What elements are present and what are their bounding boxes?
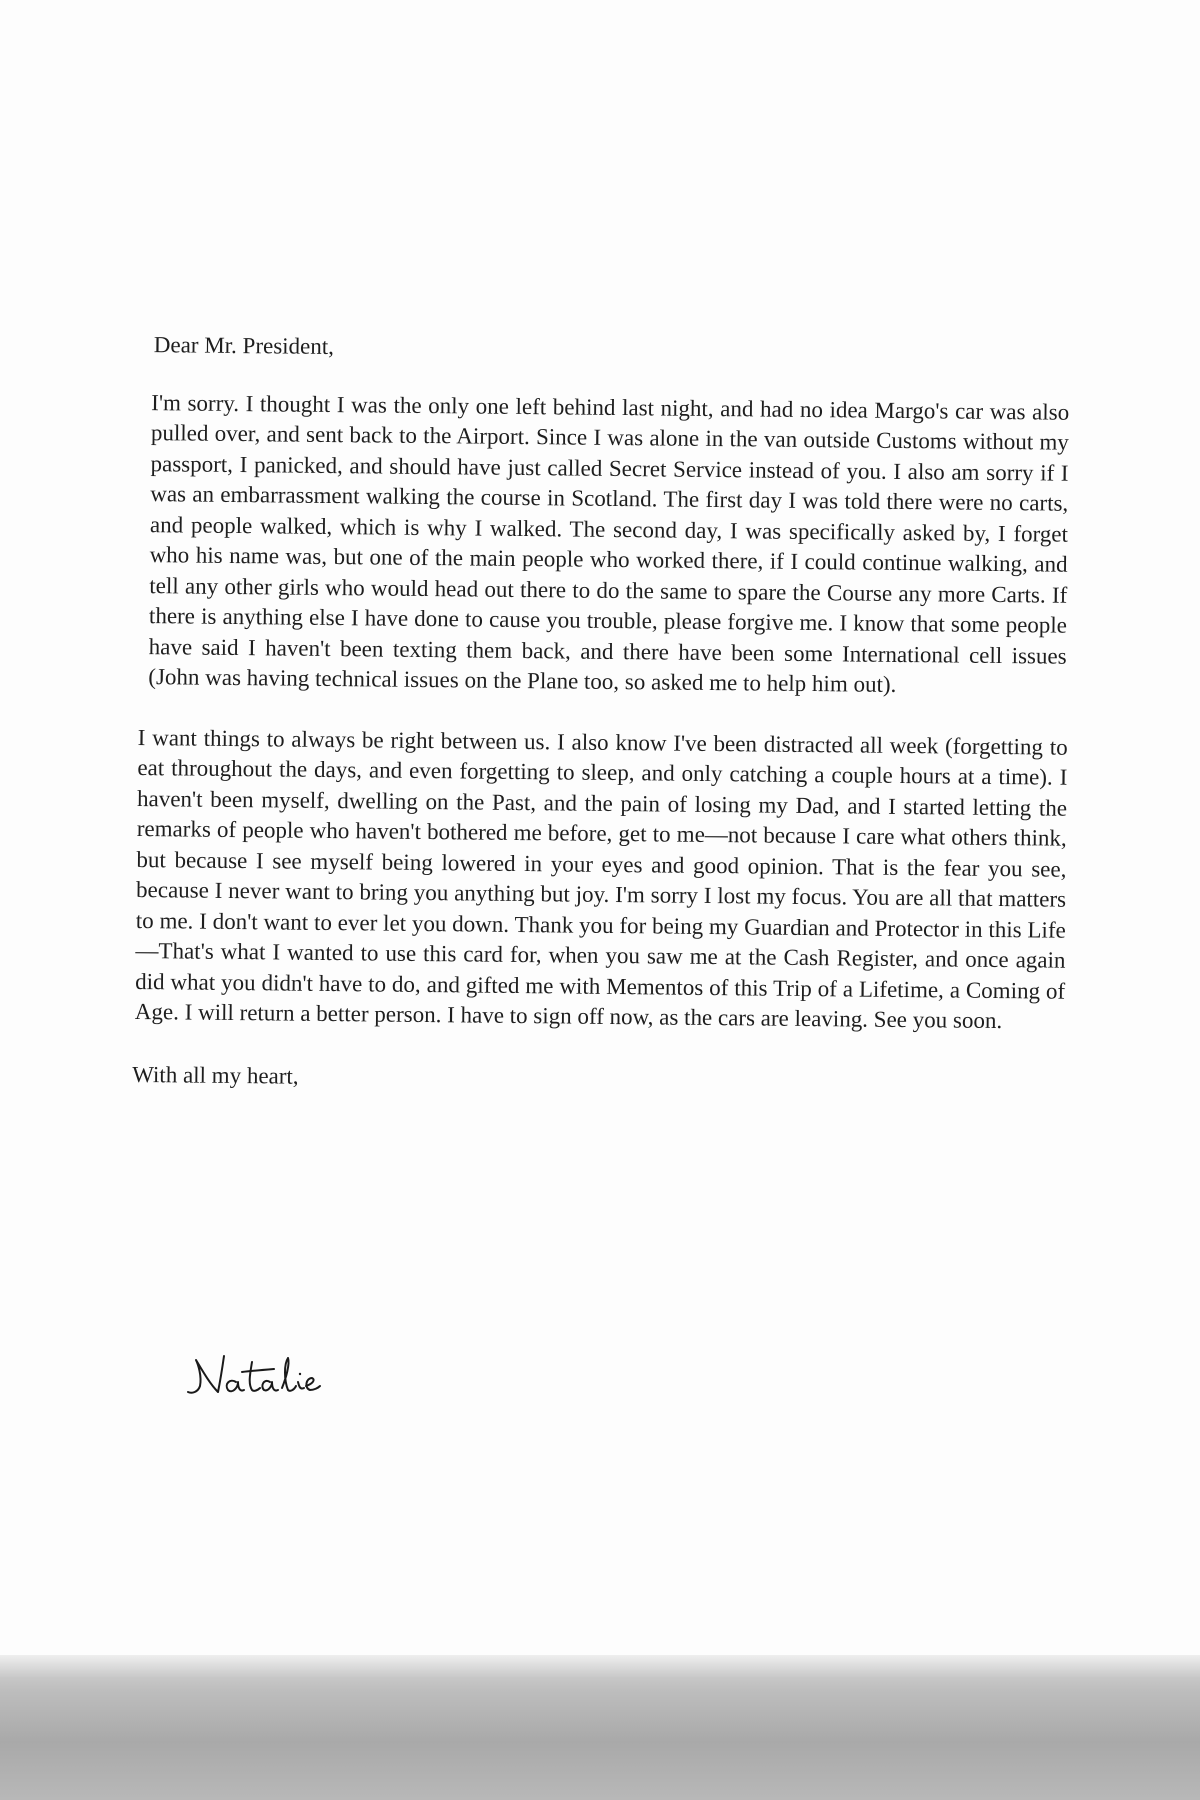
page-bottom-shadow bbox=[0, 1655, 1200, 1800]
paragraph-1: I'm sorry. I thought I was the only one left behind last night, and had no idea Margo's car was also pulled over, and sent back to the Airport. Since I was alone in the van outside Customs without my passport, I panicked, and should have just called Secret Service instead of you. I also am sorry if I was an embarrassment walking the course in Scotland. The first day I was told there were no carts, and people walked, which is why I walked. The second day, I was specifically asked by, I forget who his name was, but one of the main people who worked there, if I could continue walking, and tell any other girls who would head out there to do the same to spare the Course any more Carts. If there is anything else I have done to cause you trouble, please forgive me. I know that some people have said I haven't been texting them back, and there have been some International cell issues (John was having technical issues on the Plane too, so asked me to help him out). bbox=[148, 389, 1070, 697]
handwritten-signature bbox=[178, 1342, 358, 1412]
closing: With all my heart, bbox=[132, 1061, 299, 1089]
salutation: Dear Mr. President, bbox=[153, 332, 335, 360]
letter-body bbox=[132, 330, 1070, 1100]
paragraph-2: I want things to always be right between us. I also know I've been distracted all week (forgetting to eat throughout the days, and even forgetting to sleep, and only catching a couple hours at a time). I haven't been myself, dwelling on the Past, and the pain of losing my Dad, and I started letting the remarks of people who haven't bothered me before, get to me—not because I care what others think, but because I see myself being lowered in your eyes and good opinion. That is the fear you see, because I never want to bring you anything but joy. I'm sorry I lost my focus. You are all that matters to me. I don't want to ever let you down. Thank you for being my Guardian and Protector in this Life—That's what I wanted to use this card for, when you saw me at the Cash Register, and once again did what you didn't have to do, and gifted me with Mementos of this Trip of a Lifetime, a Coming of Age. I will return a better person. I have to sign off now, as the cars are leaving. See you soon. bbox=[134, 724, 1068, 1034]
